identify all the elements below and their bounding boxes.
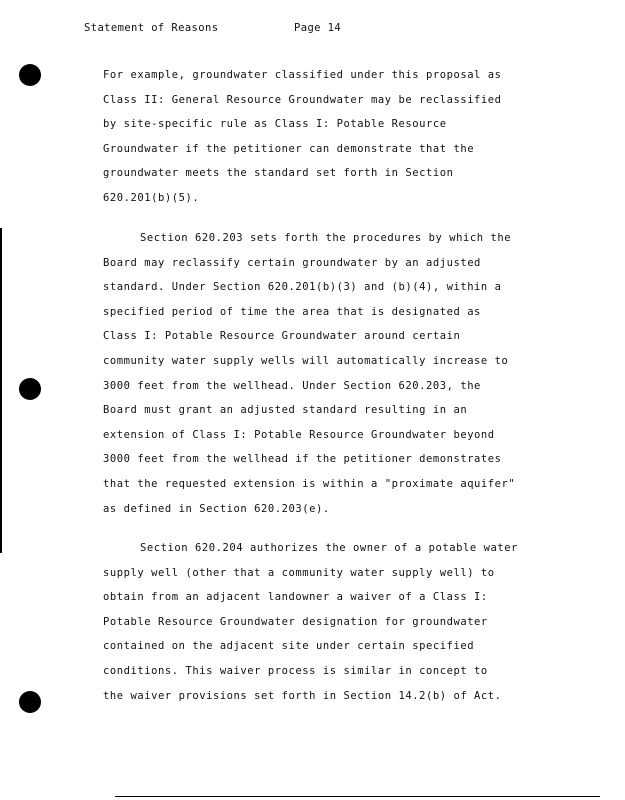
text-line: Groundwater if the petitioner can demonstrate that the xyxy=(103,142,475,155)
text-line: the waiver provisions set forth in Section 14.2(b) of Act. xyxy=(103,689,502,702)
text-line: as defined in Section 620.203(e). xyxy=(103,502,330,515)
punch-hole-top xyxy=(19,64,41,86)
text-line: community water supply wells will automatically increase to xyxy=(103,354,509,367)
punch-hole-middle xyxy=(19,378,41,400)
text-line: by site-specific rule as Class I: Potable Resource xyxy=(103,118,447,131)
footer-divider xyxy=(115,796,600,797)
text-line: Potable Resource Groundwater designation for groundwater xyxy=(103,615,488,628)
scan-edge-line xyxy=(0,228,2,553)
text-line: that the requested extension is within a "proximate aquifer" xyxy=(103,477,516,490)
text-line: Board may reclassify certain groundwater by an adjusted xyxy=(103,256,481,269)
text-line: groundwater meets the standard set forth in Section xyxy=(103,167,454,180)
punch-hole-bottom xyxy=(19,691,41,713)
text-line: Board must grant an adjusted standard resulting in an xyxy=(103,404,468,417)
paragraph-1 xyxy=(103,63,553,211)
text-line: Section 620.204 authorizes the owner of a potable water xyxy=(140,542,518,554)
text-line: For example, groundwater classified under this proposal as xyxy=(103,69,502,81)
text-line: Section 620.203 sets forth the procedures by which the xyxy=(140,232,512,244)
document-title: Statement of Reasons xyxy=(84,22,219,34)
page-header xyxy=(84,22,342,34)
text-line: conditions. This waiver process is similar in concept to xyxy=(103,664,488,677)
text-line: extension of Class I: Potable Resource Groundwater beyond xyxy=(103,428,495,441)
text-line: specified period of time the area that is designated as xyxy=(103,305,481,318)
text-line: supply well (other that a community water supply well) to xyxy=(103,566,495,579)
text-line: contained on the adjacent site under certain specified xyxy=(103,640,475,653)
page-number: Page 14 xyxy=(294,22,342,34)
text-line: standard. Under Section 620.201(b)(3) and (b)(4), within a xyxy=(103,281,502,294)
paragraph-3 xyxy=(103,536,553,708)
text-line: Class I: Potable Resource Groundwater around certain xyxy=(103,330,461,343)
text-line: 3000 feet from the wellhead. Under Section 620.203, the xyxy=(103,379,481,392)
text-line: 3000 feet from the wellhead if the petitioner demonstrates xyxy=(103,453,502,466)
text-line: obtain from an adjacent landowner a waiver of a Class I: xyxy=(103,591,488,604)
text-line: Class II: General Resource Groundwater may be reclassified xyxy=(103,93,502,106)
text-line: 620.201(b)(5). xyxy=(103,191,200,204)
paragraph-2 xyxy=(103,226,553,521)
